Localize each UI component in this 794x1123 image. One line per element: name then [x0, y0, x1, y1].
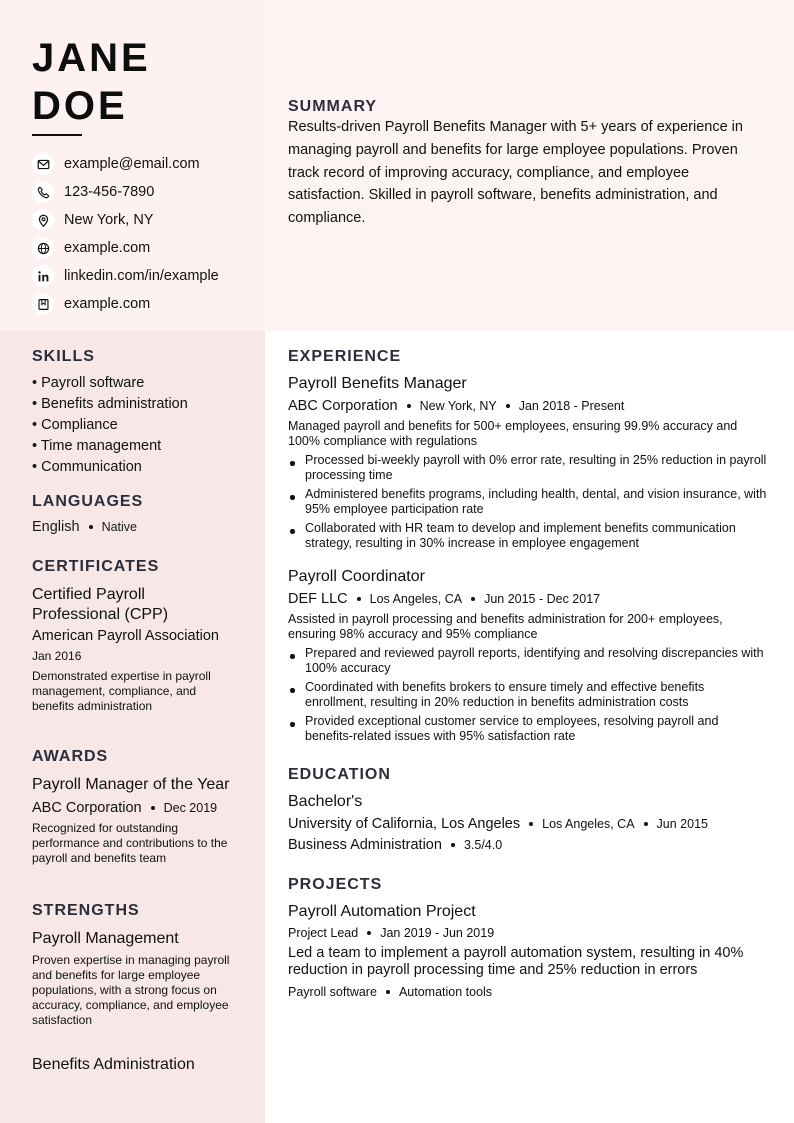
projects-heading: PROJECTS — [288, 876, 383, 893]
summary-text: Results-driven Payroll Benefits Manager with 5+ years of experience in managing payroll and benefits for large employee populations. Proven track record of improving accuracy, compliance, and employee satisfaction. Skilled in payroll software, benefits administration, and compliance. — [288, 119, 743, 227]
education-date: Jun 2015 — [656, 816, 708, 831]
certificate-title: Certified Payroll Professional (CPP) — [32, 586, 169, 623]
job-location: New York, NY — [419, 399, 497, 413]
separator-dot — [357, 597, 361, 601]
first-name: JANE — [32, 36, 151, 80]
last-name: DOE — [32, 84, 128, 128]
contact-email[interactable] — [32, 150, 219, 178]
project-tools — [288, 982, 768, 1002]
experience-heading: EXPERIENCE — [288, 348, 402, 365]
location-icon — [32, 209, 54, 231]
separator-dot — [367, 931, 371, 935]
job-title: Payroll Benefits Manager — [288, 375, 467, 392]
separator-dot — [529, 822, 533, 826]
language-level: Native — [101, 520, 137, 534]
separator-dot — [386, 990, 390, 994]
name-divider — [32, 134, 82, 136]
job-bullet: Administered benefits programs, including health, dental, and vision insurance, with 95% employee participation rate — [288, 487, 768, 517]
job-summary: Assisted in payroll processing and benefits administration for 200+ employees, ensuring 98% accuracy and 95% compliance — [288, 612, 723, 641]
skill-item: • Communication — [32, 459, 142, 475]
skills-heading: SKILLS — [32, 348, 95, 365]
skill-item: • Benefits administration — [32, 396, 188, 412]
summary-heading: SUMMARY — [288, 98, 378, 115]
job-bullet: Prepared and reviewed payroll reports, identifying and resolving discrepancies with 100% accuracy — [288, 646, 768, 676]
education-heading: EDUCATION — [288, 766, 391, 783]
candidate-name — [32, 34, 151, 130]
project-tool: Automation tools — [398, 985, 493, 999]
separator-dot — [471, 597, 475, 601]
skill-item: • Time management — [32, 438, 162, 454]
contact-website[interactable] — [32, 234, 219, 262]
job-bullets — [288, 453, 768, 551]
linkedin-text: linkedin.com/in/example — [64, 268, 219, 284]
award-meta — [32, 798, 232, 818]
award-org: ABC Corporation — [32, 800, 142, 816]
award-title: Payroll Manager of the Year — [32, 776, 230, 793]
job-dates: Jan 2018 - Present — [518, 399, 625, 413]
skill-item: • Payroll software — [32, 375, 145, 391]
contact-linkedin[interactable] — [32, 262, 219, 290]
job-company: ABC Corporation — [288, 398, 398, 414]
separator-dot — [451, 843, 455, 847]
phone-icon — [32, 181, 54, 203]
awards-heading: AWARDS — [32, 748, 109, 765]
job-title: Payroll Coordinator — [288, 568, 425, 585]
project-dates: Jan 2019 - Jun 2019 — [380, 926, 495, 940]
separator-dot — [151, 806, 155, 810]
job-company: DEF LLC — [288, 591, 348, 607]
job-bullet: Collaborated with HR team to develop and implement benefits communication strategy, resulting in 30% increase in employee engagement — [288, 521, 768, 551]
languages-heading: LANGUAGES — [32, 493, 144, 510]
education-gpa: 3.5/4.0 — [463, 837, 503, 852]
job-summary: Managed payroll and benefits for 500+ employees, ensuring 99.9% accuracy and 100% compliance with regulations — [288, 419, 738, 448]
separator-dot — [89, 525, 93, 529]
job-location: Los Angeles, CA — [369, 592, 463, 606]
separator-dot — [644, 822, 648, 826]
job-meta — [288, 395, 768, 417]
location-text: New York, NY — [64, 212, 154, 228]
education-degree: Bachelor's — [288, 793, 363, 810]
linkedin-icon — [32, 265, 54, 287]
language-name: English — [32, 519, 80, 535]
separator-dot — [506, 404, 510, 408]
email-icon — [32, 153, 54, 175]
strength-item — [32, 929, 232, 1028]
certificate-date: Jan 2016 — [32, 649, 82, 663]
strength-title: Payroll Management — [32, 930, 179, 947]
award-item — [32, 775, 232, 866]
certificate-issuer: American Payroll Association — [32, 628, 219, 644]
education-school: University of California, Los Angeles — [288, 815, 521, 832]
skills-list — [32, 373, 232, 478]
project-entry — [288, 903, 768, 1002]
contact-location — [32, 206, 219, 234]
strength-item — [32, 1055, 232, 1075]
job-bullet: Processed bi-weekly payroll with 0% error rate, resulting in 25% reduction in payroll processing time — [288, 453, 768, 483]
project-title: Payroll Automation Project — [288, 903, 476, 920]
job-meta — [288, 588, 768, 610]
job-bullet: Coordinated with benefits brokers to ensure timely and effective benefits enrollment, resulting in 20% reduction in benefits administration costs — [288, 680, 768, 710]
certificate-description: Demonstrated expertise in payroll management, compliance, and benefits administration — [32, 669, 211, 713]
portfolio-text: example.com — [64, 296, 151, 312]
contact-list — [32, 150, 219, 318]
job-entry — [288, 375, 768, 555]
project-tool: Payroll software — [288, 985, 377, 999]
strength-title: Benefits Administration — [32, 1056, 195, 1073]
job-entry — [288, 568, 768, 748]
contact-phone[interactable] — [32, 178, 219, 206]
education-entry — [288, 793, 768, 855]
project-role: Project Lead — [288, 926, 359, 940]
phone-text: 123-456-7890 — [64, 184, 155, 200]
strengths-heading: STRENGTHS — [32, 902, 140, 919]
job-bullet: Provided exceptional customer service to employees, resolving payroll and benefits-related issues with 95% satisfaction rate — [288, 714, 768, 744]
bookmark-icon — [32, 293, 54, 315]
education-meta — [288, 813, 768, 834]
website-text: example.com — [64, 240, 151, 256]
email-text: example@email.com — [64, 156, 200, 172]
strength-description: Proven expertise in managing payroll and benefits for large employee populations, with a strong focus on accuracy, compliance, and employee satisfaction — [32, 953, 230, 1027]
certificates-heading: CERTIFICATES — [32, 558, 160, 575]
project-meta — [288, 923, 768, 943]
certificate-item — [32, 585, 232, 714]
award-date: Dec 2019 — [163, 801, 218, 815]
language-item — [32, 519, 232, 535]
education-field-row — [288, 834, 768, 855]
separator-dot — [407, 404, 411, 408]
job-dates: Jun 2015 - Dec 2017 — [484, 592, 601, 606]
education-location: Los Angeles, CA — [542, 816, 635, 831]
skill-item: • Compliance — [32, 417, 118, 433]
globe-icon — [32, 237, 54, 259]
contact-portfolio[interactable] — [32, 290, 219, 318]
job-bullets — [288, 646, 768, 744]
award-description: Recognized for outstanding performance and contributions to the payroll and benefits team — [32, 821, 228, 865]
project-description: Led a team to implement a payroll automation system, resulting in 40% reduction in payroll processing time and 25% reduction in errors — [288, 945, 744, 978]
education-field: Business Administration — [288, 836, 442, 853]
